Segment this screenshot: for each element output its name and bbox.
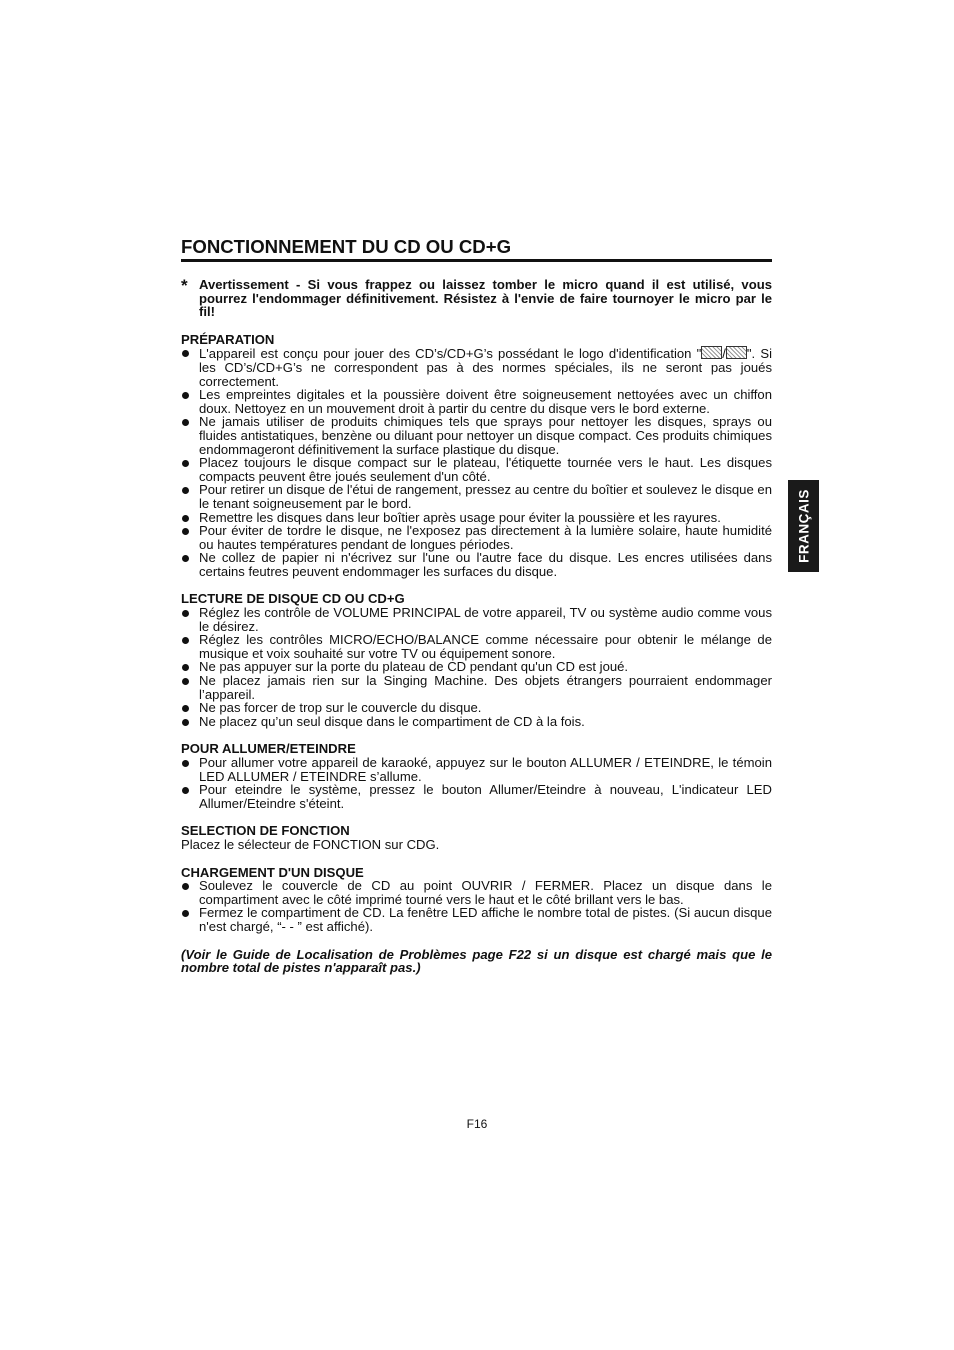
section-power — [181, 742, 772, 810]
section-heading-preparation: PRÉPARATION — [181, 331, 275, 347]
list-item-text: Remettre les disques dans leur boîtier après usage pour éviter la poussière et les rayures. — [199, 509, 721, 525]
list-item: L'appareil est conçu pour jouer des CD’s/CD+G’s possédant le logo d'identification " / ". Si les CD’s/CD+G’s ne correspondent pas à des normes spéciales, ils ne seront pas joués correctement. — [181, 346, 772, 388]
function-text: Placez le sélecteur de FONCTION sur CDG. — [181, 836, 440, 852]
bullet-icon — [182, 487, 189, 494]
section-loading — [181, 866, 772, 934]
language-tab — [788, 480, 819, 572]
bullet-icon — [182, 555, 189, 562]
list-item-text: Pour retirer un disque de l'étui de rangement, pressez au centre du boîtier et soulevez le disque en le tenant soigneusement par le bord. — [199, 482, 772, 511]
list-item — [181, 674, 772, 701]
list-item-text-part: ". Si les CD’s/CD+G’s ne correspondent pas à des normes spéciales, ils ne seront pas joués correctement. — [199, 346, 772, 389]
bullet-icon — [182, 610, 189, 617]
list-item — [181, 879, 772, 906]
section-heading-lecture: LECTURE DE DISQUE CD OU CD+G — [181, 591, 405, 607]
section-heading-function: SELECTION DE FONCTION — [181, 823, 350, 839]
bullet-icon — [182, 419, 189, 426]
list-power — [181, 756, 772, 810]
cd-disc-logo-icon — [701, 346, 722, 359]
list-item-text: Ne jamais utiliser de produits chimiques tels que sprays pour nettoyer les disques, sprays ou fluides antistatiques, benzène ou diluant pour nettoyer un disque compact. Ces produits chimiques endommageront définitivement la surface plastique du disque. — [199, 414, 772, 457]
list-item-text: Soulevez le couvercle de CD au point OUVRIR / FERMER. Placez un disque dans le compartiment avec le côté imprimé tourné vers le haut et le côté brillant vers le bas. — [199, 878, 772, 907]
cd-graphics-logo-icon — [726, 346, 747, 359]
list-item-text: Ne pas appuyer sur la porte du plateau de CD pendant qu'un CD est joué. — [199, 659, 629, 675]
bullet-icon — [182, 705, 189, 712]
section-function — [181, 824, 772, 851]
warning-block — [181, 278, 772, 319]
list-item — [181, 606, 772, 633]
list-item — [181, 551, 772, 578]
list-item-text: Placez toujours le disque compact sur le plateau, l'étiquette tournée vers le haut. Les disques compacts peuvent être joués seulement d'un côté. — [199, 455, 772, 484]
bullet-icon — [182, 350, 189, 357]
list-item — [181, 906, 772, 933]
list-item-text: Fermez le compartiment de CD. La fenêtre LED affiche le nombre total de pistes. (Si aucun disque n'est chargé, “- - ” est affiché). — [199, 905, 772, 934]
bullet-icon — [182, 787, 189, 794]
list-item — [181, 756, 772, 783]
bullet-icon — [182, 664, 189, 671]
bullet-icon — [182, 760, 189, 767]
list-item — [181, 715, 772, 729]
section-heading-power: POUR ALLUMER/ETEINDRE — [181, 741, 356, 757]
list-item — [181, 783, 772, 810]
bullet-icon — [182, 460, 189, 467]
section-preparation — [181, 333, 772, 579]
bullet-icon — [182, 515, 189, 522]
list-item — [181, 388, 772, 415]
bullet-icon — [182, 392, 189, 399]
list-item — [181, 660, 772, 674]
bullet-icon — [182, 528, 189, 535]
list-item — [181, 415, 772, 456]
page-number: F16 — [466, 1117, 488, 1131]
list-lecture — [181, 606, 772, 728]
list-item — [181, 524, 772, 551]
list-item-text: Les empreintes digitales et la poussière doivent être soigneusement nettoyées avec un chiffon doux. Nettoyez en un mouvement droit à partir du centre du disque vers le bord externe. — [199, 387, 772, 416]
list-preparation — [181, 346, 772, 578]
list-item-text: Ne pas forcer de trop sur le couvercle du disque. — [199, 700, 482, 716]
list-item-text: Pour allumer votre appareil de karaoké, appuyez sur le bouton ALLUMER / ETEINDRE, le témoin LED ALLUMER / ETEINDRE s’allume. — [199, 755, 772, 784]
language-tab-label: FRANÇAIS — [796, 489, 811, 563]
section-lecture — [181, 592, 772, 728]
list-item — [181, 633, 772, 660]
section-heading-loading: CHARGEMENT D'UN DISQUE — [181, 864, 364, 880]
list-item-text: Pour éviter de tordre le disque, ne l'exposez pas directement à la lumière solaire, haute humidité ou hautes températures pendant de longues périodes. — [199, 523, 772, 552]
list-item-text: Ne placez qu’un seul disque dans le compartiment de CD à la fois. — [199, 713, 585, 729]
list-item-text: Réglez les contrôles MICRO/ECHO/BALANCE comme nécessaire pour obtenir le mélange de musique et voix souhaité sur votre TV ou équipement sonore. — [199, 632, 772, 661]
warning-text: Avertissement - Si vous frappez ou laissez tomber le micro quand il est utilisé, vous pourrez l'endommager définitivement. Résistez à l'envie de faire tournoyer le micro par le fil! — [199, 277, 772, 320]
list-item-text: Réglez les contrôle de VOLUME PRINCIPAL de votre appareil, TV ou système audio comme vous le désirez. — [199, 605, 772, 634]
manual-content — [181, 236, 772, 975]
list-loading — [181, 879, 772, 933]
bullet-icon — [182, 678, 189, 685]
list-item — [181, 456, 772, 483]
list-item — [181, 511, 772, 525]
troubleshooting-note: (Voir le Guide de Localisation de Problèmes page F22 si un disque est chargé mais que le nombre total de pistes n'apparaît pas.) — [181, 946, 772, 976]
list-item-text: Ne collez de papier ni n'écrivez sur l'une ou l'autre face du disque. Les encres utilisées dans certains feutres peuvent endommager les surfaces du disque. — [199, 550, 772, 579]
bullet-icon — [182, 910, 189, 917]
list-item — [181, 701, 772, 715]
bullet-icon — [182, 719, 189, 726]
asterisk-icon: * — [181, 276, 188, 295]
bullet-icon — [182, 637, 189, 644]
page-title: FONCTIONNEMENT DU CD OU CD+G — [181, 236, 772, 262]
list-item-text: Pour eteindre le système, pressez le bouton Allumer/Eteindre à nouveau, L'indicateur LED Allumer/Eteindre s'éteint. — [199, 782, 772, 811]
bullet-icon — [182, 883, 189, 890]
list-item — [181, 483, 772, 510]
list-item-text-part: L'appareil est conçu pour jouer des CD’s/CD+G’s possédant le logo d'identification " — [199, 346, 702, 362]
list-item-text: Ne placez jamais rien sur la Singing Machine. Des objets étrangers pourraient endommager l’appareil. — [199, 673, 772, 702]
